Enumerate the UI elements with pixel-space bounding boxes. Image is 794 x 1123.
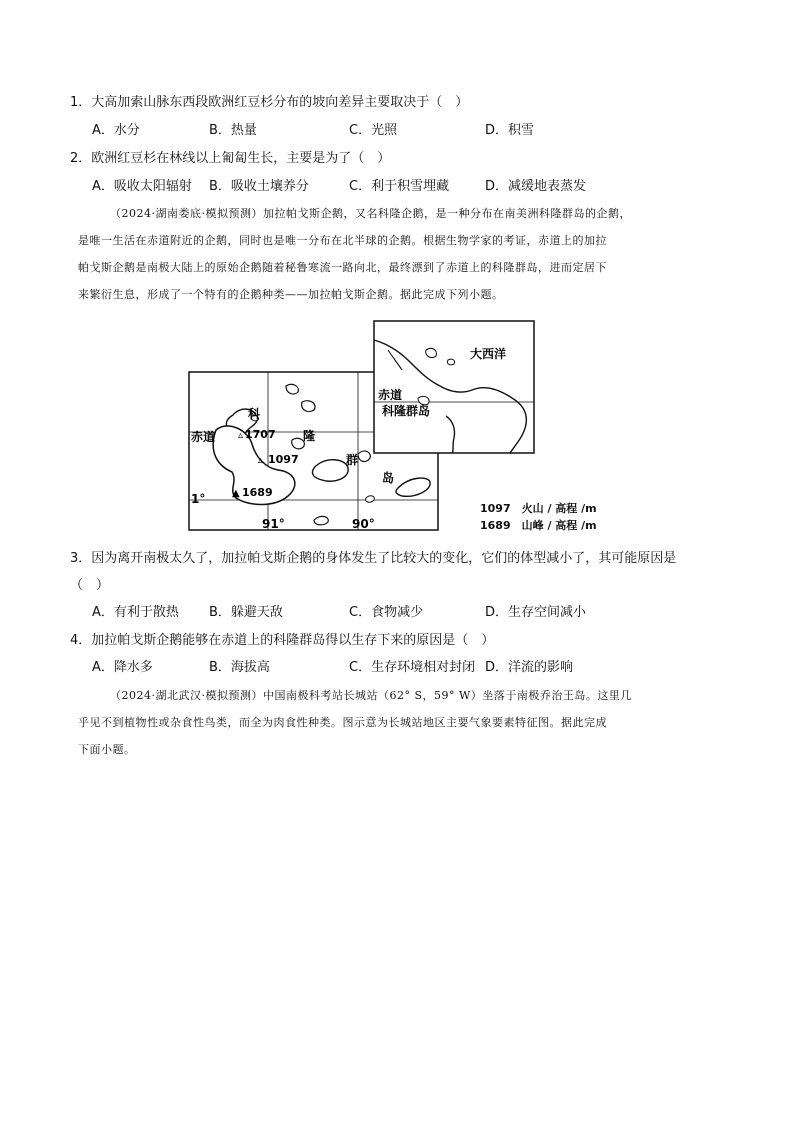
q2-option-a[interactable]: A．吸收太阳辐射 — [92, 179, 192, 194]
label-lon-90: 90° — [352, 517, 375, 531]
question-3-stem-cont: （ ） — [70, 578, 110, 593]
island-small-2 — [366, 496, 375, 502]
island-floreana — [314, 516, 328, 524]
question-4-stem: 4．加拉帕戈斯企鹅能够在赤道上的科隆群岛得以生存下来的原因是（ ） — [70, 633, 495, 648]
passage-1-line-4: 来繁衍生息，形成了一个特有的企鹅种类——加拉帕戈斯企鹅。据此完成下列小题。 — [78, 288, 504, 301]
q4-option-d[interactable]: D．洋流的影响 — [485, 660, 574, 675]
label-char-long: 隆 — [303, 429, 316, 443]
passage-2-line-3: 下面小题。 — [78, 743, 136, 756]
label-volcano-1707: 1707 — [245, 428, 276, 441]
inset-label-ocean: 大西洋 — [470, 347, 507, 361]
q2-option-b[interactable]: B．吸收土壤养分 — [209, 179, 309, 194]
q1-option-a[interactable]: A．水分 — [92, 123, 140, 138]
q1-option-c[interactable]: C．光照 — [349, 123, 398, 138]
label-peak-1689: 1689 — [242, 486, 273, 499]
question-3-stem: 3．因为离开南极太久了，加拉帕戈斯企鹅的身体发生了比较大的变化，它们的体型减小了，其可能原因是 — [70, 551, 677, 566]
inset-island-2 — [447, 359, 454, 365]
label-lon-91: 91° — [262, 517, 285, 531]
q2-option-c[interactable]: C．利于积雪埋藏 — [349, 179, 450, 194]
q1-option-d[interactable]: D．积雪 — [485, 123, 535, 138]
passage-1-line-1: （2024·湖南娄底·模拟预测）加拉帕戈斯企鹅，又名科隆企鹅，是一种分布在南美洲科隆群岛的企鹅， — [110, 207, 631, 220]
passage-1-line-3: 帕戈斯企鹅是南极大陆上的原始企鹅随着秘鲁寒流一路向北，最终漂到了赤道上的科隆群岛，进而定居下 — [78, 261, 607, 274]
legend-volcano-text: 1097 火山 / 高程 /m — [480, 502, 597, 515]
passage-2-line-1: （2024·湖北武汉·模拟预测）中国南极科考站长城站（62° S，59° W）坐落于南极乔治王岛。这里几 — [110, 689, 632, 702]
legend-volcano — [480, 500, 597, 516]
legend-peak — [480, 517, 597, 533]
label-char-qun: 群 — [346, 453, 359, 467]
inset-label-islands: 科隆群岛 — [382, 404, 431, 418]
label-latitude: 1° — [191, 492, 206, 506]
q1-option-b[interactable]: B．热量 — [209, 123, 257, 138]
label-equator-main: 赤道 — [191, 430, 216, 444]
question-1-stem: 1．大高加索山脉东西段欧洲红豆杉分布的坡向差异主要取决于（ ） — [70, 95, 469, 110]
volcano-icon-1707: ▵ — [238, 430, 244, 441]
inset-island-1 — [426, 348, 437, 357]
island-santa-fe — [358, 451, 370, 461]
q3-option-b[interactable]: B．躲避天敌 — [209, 605, 283, 620]
passage-1-line-2: 是唯一生活在赤道附近的企鹅，同时也是唯一分布在北半球的企鹅。根据生物学家的考证，赤道上的加拉 — [78, 234, 607, 247]
peak-icon-1689: ▲ — [232, 488, 240, 499]
label-char-dao: 岛 — [382, 471, 395, 485]
q4-option-a[interactable]: A．降水多 — [92, 660, 153, 675]
label-char-ke: 科 — [248, 407, 261, 421]
q3-option-c[interactable]: C．食物减少 — [349, 605, 424, 620]
island-pinta — [286, 384, 298, 394]
q2-option-d[interactable]: D．减缓地表蒸发 — [485, 179, 587, 194]
passage-2-line-2: 乎见不到植物性或杂食性鸟类，而全为肉食性种类。图示意为长城站地区主要气象要素特征图。据此完成 — [78, 716, 607, 729]
label-volcano-1097: 1097 — [268, 453, 299, 466]
legend-peak-text: 1689 山峰 / 高程 /m — [480, 519, 597, 532]
q4-option-b[interactable]: B．海拔高 — [209, 660, 270, 675]
q3-option-d[interactable]: D．生存空间减小 — [485, 605, 587, 620]
inset-label-equator: 赤道 — [378, 388, 403, 402]
island-marchena — [302, 401, 315, 412]
volcano-icon-1097: ▵ — [258, 455, 264, 466]
q3-option-a[interactable]: A．有利于散热 — [92, 605, 179, 620]
question-2-stem: 2．欧洲红豆杉在林线以上匍匐生长，主要是为了（ ） — [70, 151, 391, 166]
q4-option-c[interactable]: C．生存环境相对封闭 — [349, 660, 476, 675]
